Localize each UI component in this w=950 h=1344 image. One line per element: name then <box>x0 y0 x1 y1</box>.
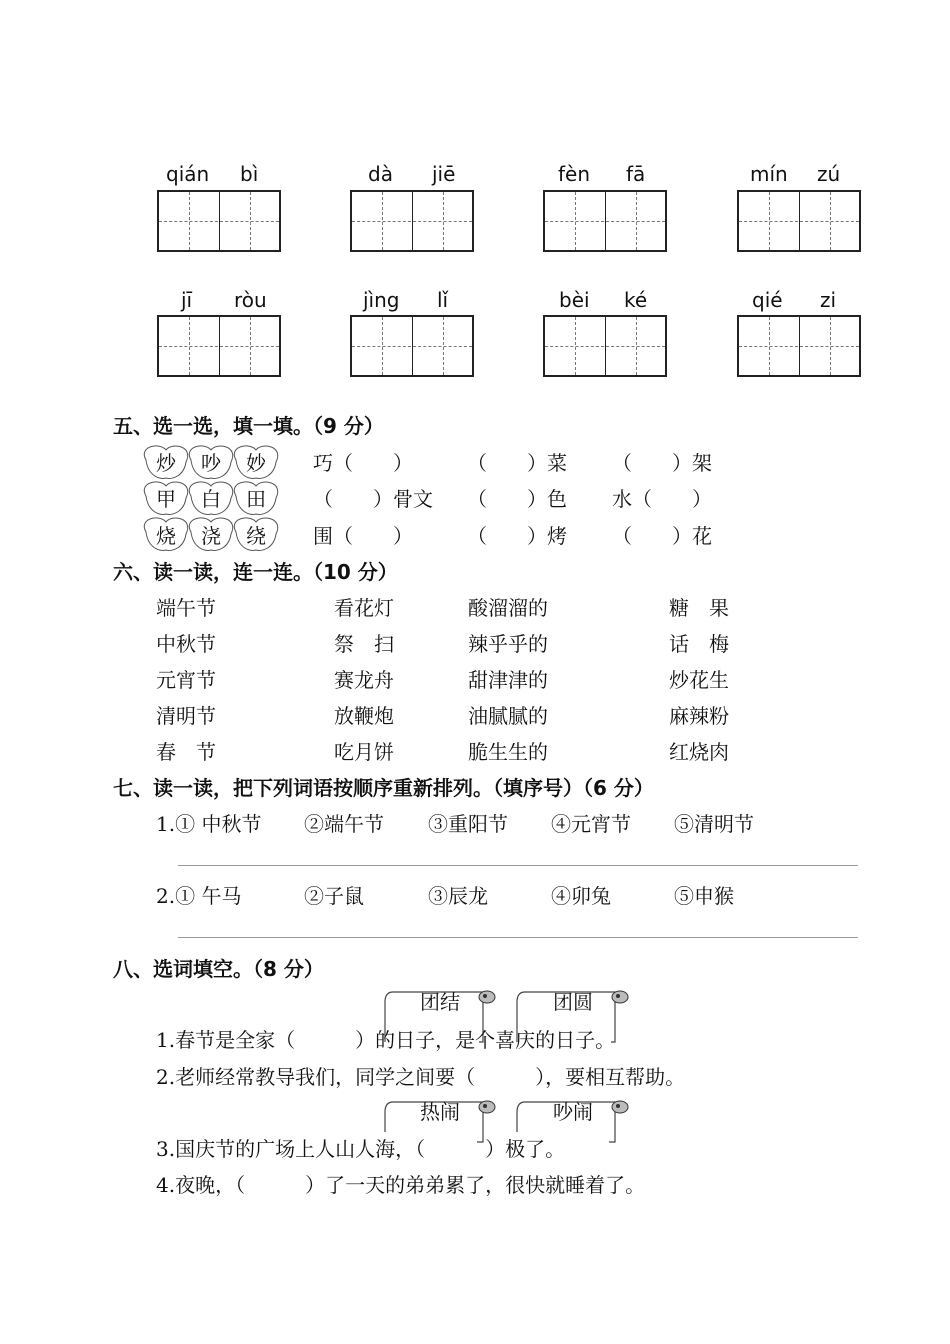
pinyin-label: zú <box>817 162 841 186</box>
writing-grid[interactable] <box>350 190 474 252</box>
writing-grid[interactable] <box>350 315 474 377</box>
order-item: ②子鼠 <box>304 884 364 908</box>
blank-item[interactable]: （ ）骨文 <box>313 487 433 511</box>
taste-item[interactable]: 甜津津的 <box>468 668 548 692</box>
apple-char: 白 <box>201 487 221 511</box>
sentence[interactable]: 3.国庆节的广场上人山人海，（ ）极了。 <box>156 1137 566 1161</box>
apple-char: 田 <box>246 487 266 511</box>
pinyin-label: bì <box>240 162 259 186</box>
taste-item[interactable]: 辣乎乎的 <box>468 632 548 656</box>
blank-item[interactable]: 围（ ） <box>313 524 413 548</box>
section-8-heading: 八、选词填空。（8 分） <box>113 957 324 981</box>
sentence[interactable]: 2.老师经常教导我们，同学之间要（ ），要相互帮助。 <box>156 1065 686 1089</box>
food-item[interactable]: 话 梅 <box>669 632 729 656</box>
pinyin-label: qián <box>166 162 210 186</box>
order-item: ④元宵节 <box>551 812 631 836</box>
custom-item[interactable]: 吃月饼 <box>334 740 394 764</box>
pencil-icon <box>609 986 631 1008</box>
apple-char: 炒 <box>156 451 176 475</box>
blank-item[interactable]: 水（ ） <box>612 487 712 511</box>
blank-item[interactable]: （ ）花 <box>612 524 712 548</box>
food-item[interactable]: 红烧肉 <box>669 740 729 764</box>
pinyin-label: zi <box>820 288 837 312</box>
order-item: ⑤申猴 <box>674 884 734 908</box>
order-item: 1.① 中秋节 <box>156 812 262 836</box>
pinyin-label: ké <box>624 288 648 312</box>
pinyin-label: jī <box>181 288 193 312</box>
word-choice: 团圆 <box>553 990 593 1014</box>
festival-item[interactable]: 春 节 <box>156 740 216 764</box>
section-7-heading: 七、读一读，把下列词语按顺序重新排列。（填序号）（6 分） <box>113 776 654 800</box>
word-choice: 团结 <box>420 990 460 1014</box>
order-item: 2.① 午马 <box>156 884 242 908</box>
pinyin-label: mín <box>750 162 788 186</box>
order-item: ②端午节 <box>304 812 384 836</box>
sentence[interactable]: 4.夜晚，（ ）了一天的弟弟累了，很快就睡着了。 <box>156 1173 646 1197</box>
food-item[interactable]: 炒花生 <box>669 668 729 692</box>
pinyin-label: qié <box>752 288 783 312</box>
custom-item[interactable]: 看花灯 <box>334 596 394 620</box>
writing-grid[interactable] <box>157 315 281 377</box>
taste-item[interactable]: 脆生生的 <box>468 740 548 764</box>
section-6-heading: 六、读一读，连一连。（10 分） <box>113 560 398 584</box>
pencil-icon <box>609 1096 631 1118</box>
taste-item[interactable]: 酸溜溜的 <box>468 596 548 620</box>
writing-grid[interactable] <box>737 315 861 377</box>
order-item: ③重阳节 <box>428 812 508 836</box>
pinyin-label: fā <box>626 162 646 186</box>
festival-item[interactable]: 端午节 <box>156 596 216 620</box>
writing-grid[interactable] <box>157 190 281 252</box>
blank-item[interactable]: （ ）菜 <box>467 451 567 475</box>
blank-item[interactable]: （ ）烤 <box>467 524 567 548</box>
apple-char: 吵 <box>201 451 221 475</box>
answer-line[interactable] <box>178 937 858 938</box>
apple-char: 甲 <box>156 487 176 511</box>
pinyin-label: fèn <box>558 162 591 186</box>
custom-item[interactable]: 祭 扫 <box>334 632 394 656</box>
sentence[interactable]: 1.春节是全家（ ）的日子，是个喜庆的日子。 <box>156 1028 616 1052</box>
pencil-icon <box>476 1096 498 1118</box>
blank-item[interactable]: （ ）色 <box>467 487 567 511</box>
festival-item[interactable]: 元宵节 <box>156 668 216 692</box>
word-choice: 吵闹 <box>553 1100 593 1124</box>
festival-item[interactable]: 中秋节 <box>156 632 216 656</box>
order-item: ④卯兔 <box>551 884 611 908</box>
pinyin-label: jìng <box>363 288 400 312</box>
writing-grid[interactable] <box>543 190 667 252</box>
blank-item[interactable]: 巧（ ） <box>313 451 413 475</box>
pinyin-label: dà <box>368 162 393 186</box>
order-item: ⑤清明节 <box>674 812 754 836</box>
writing-grid[interactable] <box>543 315 667 377</box>
apple-char: 妙 <box>246 451 266 475</box>
taste-item[interactable]: 油腻腻的 <box>468 704 548 728</box>
answer-line[interactable] <box>178 865 858 866</box>
pinyin-label: jiē <box>432 162 456 186</box>
pencil-icon <box>476 986 498 1008</box>
pinyin-label: bèi <box>559 288 590 312</box>
apple-char: 绕 <box>246 524 266 548</box>
festival-item[interactable]: 清明节 <box>156 704 216 728</box>
apple-char: 浇 <box>201 524 221 548</box>
food-item[interactable]: 糖 果 <box>669 596 729 620</box>
word-choice: 热闹 <box>420 1100 460 1124</box>
order-item: ③辰龙 <box>428 884 488 908</box>
custom-item[interactable]: 放鞭炮 <box>334 704 394 728</box>
apple-char: 烧 <box>156 524 176 548</box>
custom-item[interactable]: 赛龙舟 <box>334 668 394 692</box>
writing-grid[interactable] <box>737 190 861 252</box>
pinyin-label: ròu <box>234 288 267 312</box>
blank-item[interactable]: （ ）架 <box>612 451 712 475</box>
food-item[interactable]: 麻辣粉 <box>669 704 729 728</box>
pinyin-label: lǐ <box>437 288 449 312</box>
section-5-heading: 五、选一选，填一填。（9 分） <box>113 414 384 438</box>
